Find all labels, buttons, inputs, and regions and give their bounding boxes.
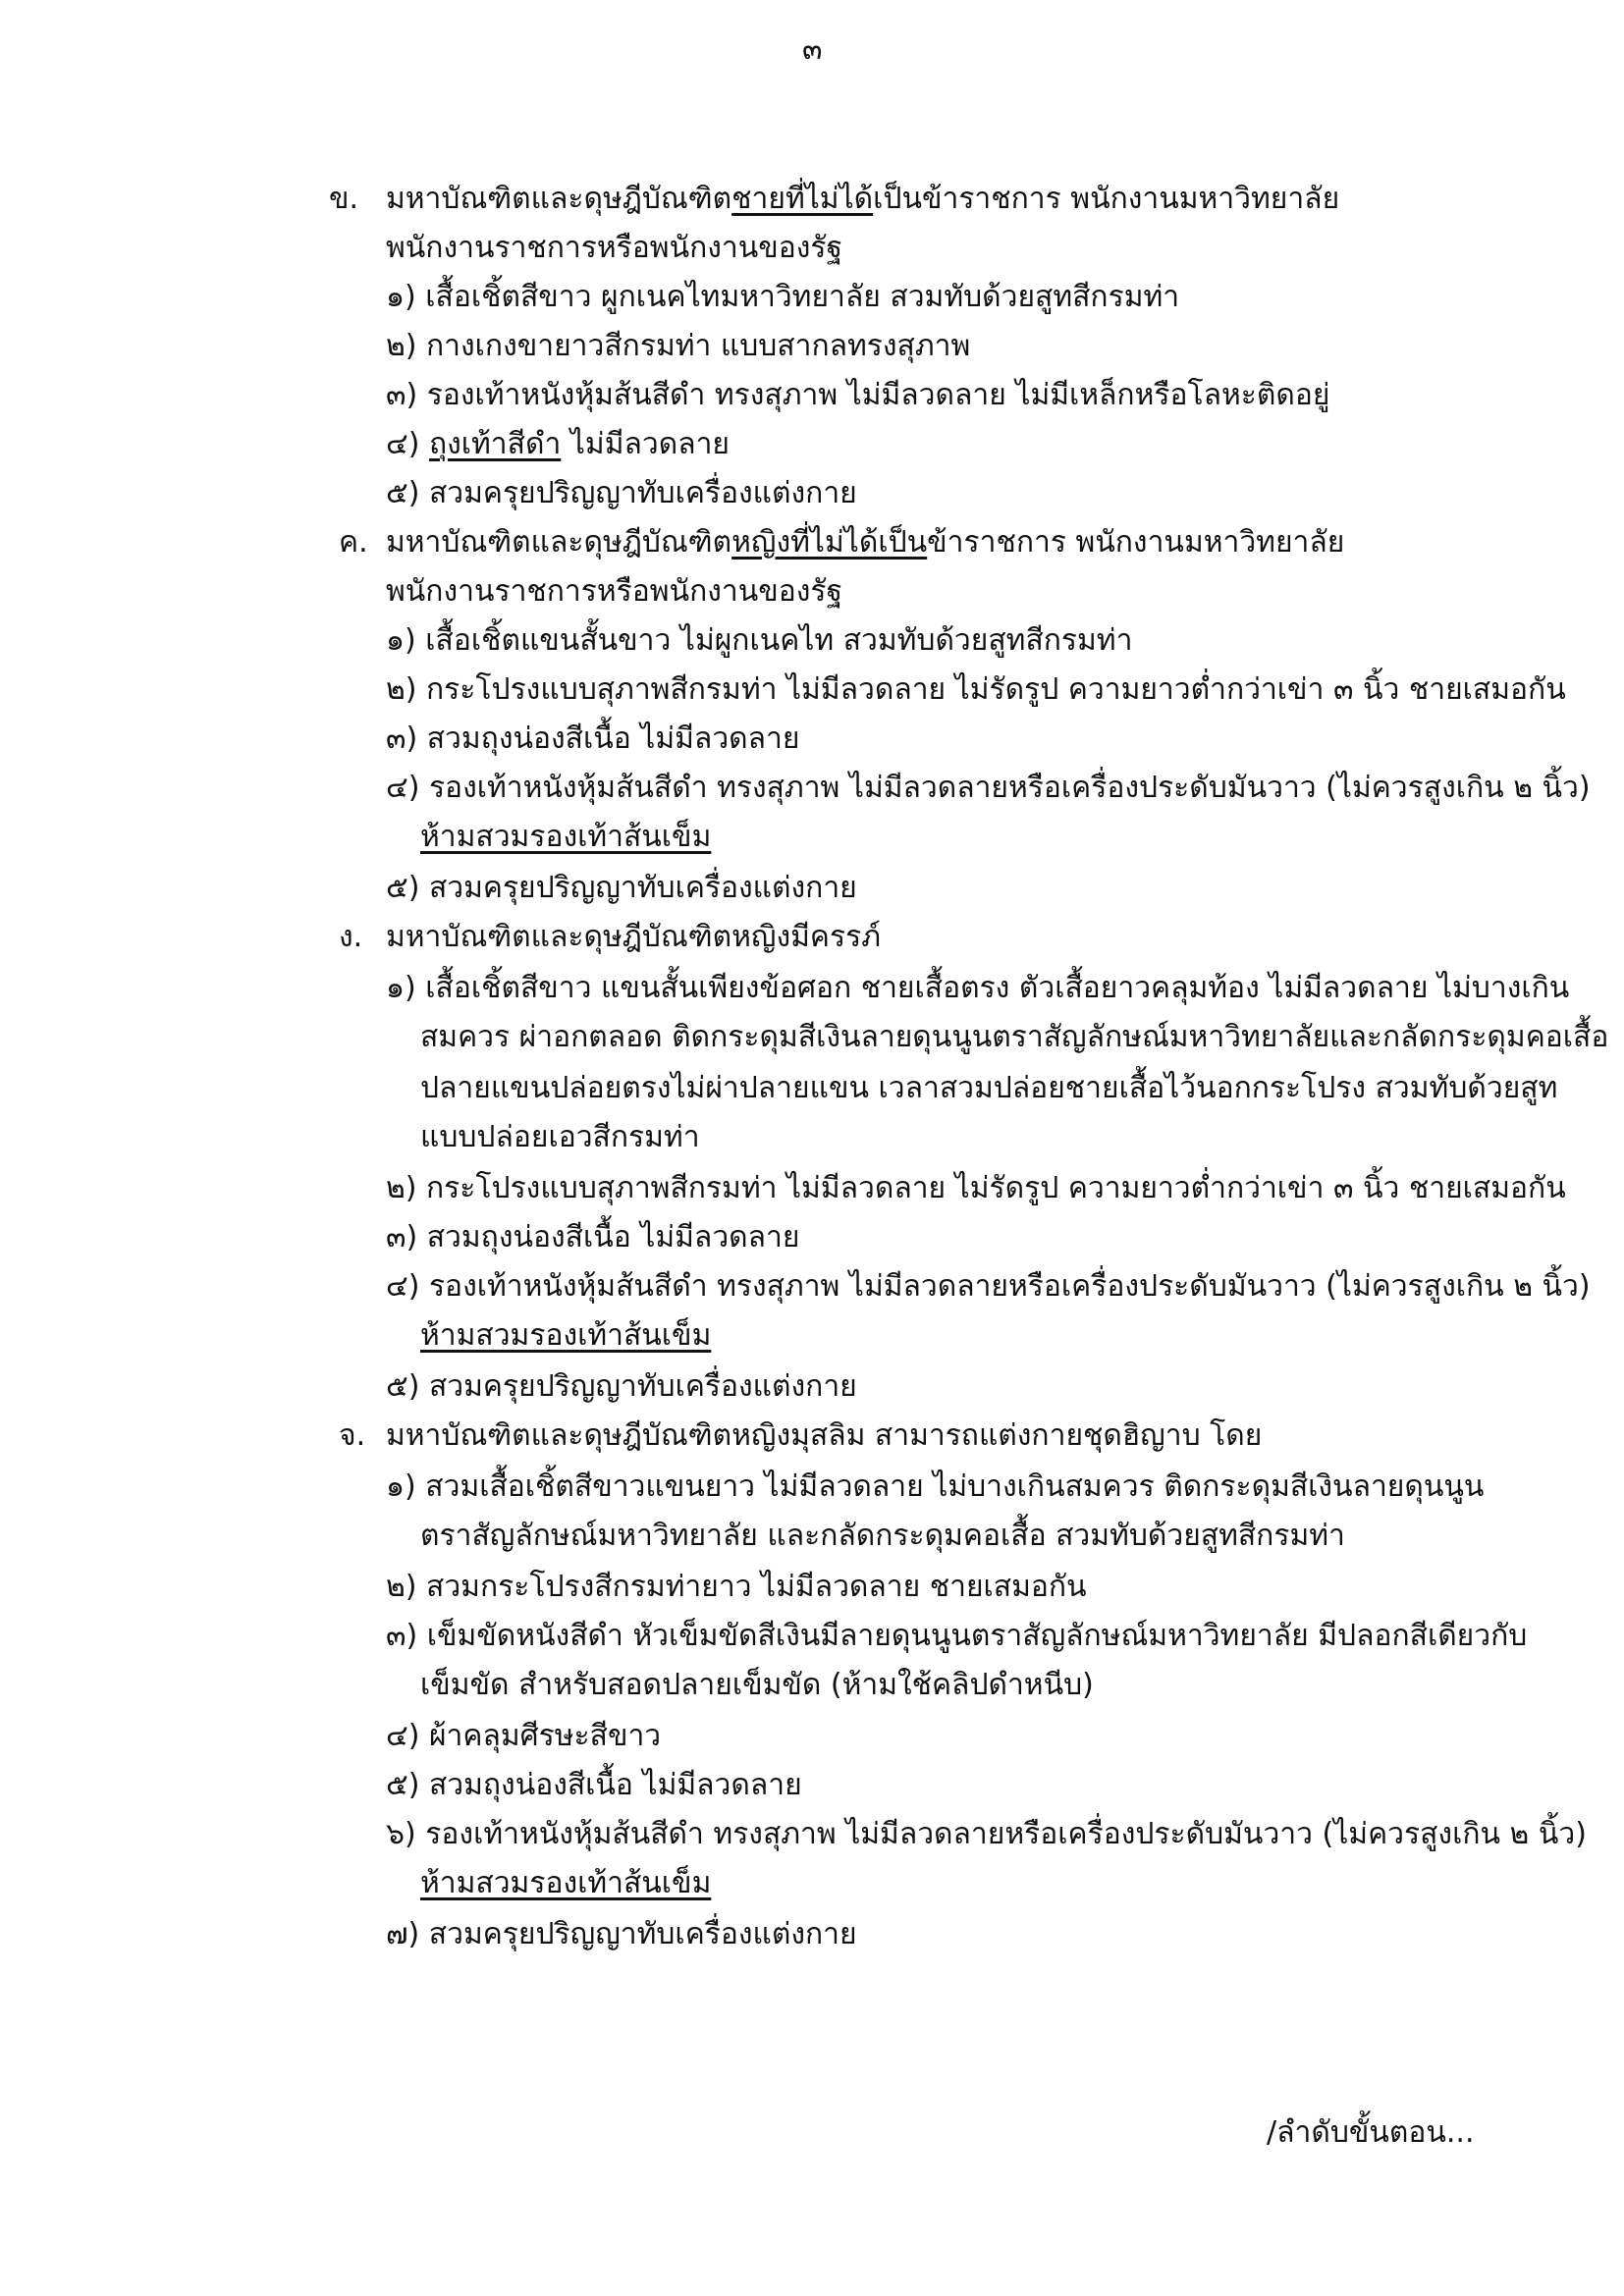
heading-text: มหาบัณฑิตและดุษฎีบัณฑิตหญิงมุสลิม สามารถแต่งกายชุดฮิญาบ โดย [386, 1418, 1263, 1453]
list-item-cont: เข็มขัด สำหรับสอดปลายเข็มขัด (ห้ามใช้คลิปดำหนีบ) [420, 1668, 1094, 1702]
section-marker: ข. [329, 182, 359, 216]
list-item-cont: ตราสัญลักษณ์มหาวิทยาลัย และกลัดกระดุมคอเสื้อ สวมทับด้วยสูทสีกรมท่า [420, 1519, 1345, 1553]
heading-underlined-text: ชายที่ไม่ได้ [731, 182, 874, 216]
list-item: ๑) เสื้อเชิ้ตสีขาว ผูกเนคไทมหาวิทยาลัย สวมทับด้วยสูทสีกรมท่า [386, 280, 1180, 314]
page-footer-continuation: /ลำดับขั้นตอน... [1267, 2115, 1475, 2150]
section-marker: จ. [339, 1418, 366, 1453]
section-kho-heading [329, 175, 1339, 224]
list-item: ๔) รองเท้าหนังหุ้มส้นสีดำ ทรงสุภาพ ไม่มีลวดลายหรือเครื่องประดับมันวาว (ไม่ควรสูงเกิน ๒ นิ้ว) [386, 771, 1591, 805]
heading-text: มหาบัณฑิตและดุษฎีบัณฑิต [386, 525, 732, 560]
heading-text: มหาบัณฑิตและดุษฎีบัณฑิต [386, 182, 732, 216]
page-number: ๓ [802, 32, 823, 67]
list-item-cont: ปลายแขนปล่อยตรงไม่ผ่าปลายแขน เวลาสวมปล่อยชายเสื้อไว้นอกกระโปรง สวมทับด้วยสูท [420, 1071, 1558, 1105]
list-item: ๓) เข็มขัดหนังสีดำ หัวเข็มขัดสีเงินมีลายดุนนูนตราสัญลักษณ์มหาวิทยาลัย มีปลอกสีเดียวกับ [386, 1619, 1528, 1653]
list-item: ๗) สวมครุยปริญญาทับเครื่องแต่งกาย [386, 1917, 857, 1951]
section-kho2-heading-cont: พนักงานราชการหรือพนักงานของรัฐ [386, 574, 843, 609]
list-item: ๓) สวมถุงน่องสีเนื้อ ไม่มีลวดลาย [386, 1220, 800, 1255]
section-kho2-heading [339, 518, 1344, 567]
list-item: ๒) กระโปรงแบบสุภาพสีกรมท่า ไม่มีลวดลาย ไม่รัดรูป ความยาวต่ำกว่าเข่า ๓ นิ้ว ชายเสมอกัน [386, 1171, 1566, 1205]
item-text: ไม่มีลวดลาย [569, 427, 731, 461]
item-underlined-text: ถุงเท้าสีดำ [428, 427, 562, 461]
item-number: ๔) [386, 427, 420, 461]
list-item: ๑) เสื้อเชิ้ตแขนสั้นขาว ไม่ผูกเนคไท สวมทับด้วยสูทสีกรมท่า [386, 623, 1133, 658]
list-item: ๔) ผ้าคลุมศีรษะสีขาว [386, 1719, 662, 1753]
list-item: ๕) สวมครุยปริญญาทับเครื่องแต่งกาย [386, 476, 857, 510]
list-item [386, 420, 730, 469]
item-note: ห้ามสวมรองเท้าส้นเข็ม [420, 1318, 712, 1353]
item-note: ห้ามสวมรองเท้าส้นเข็ม [420, 820, 712, 854]
list-item: ๔) รองเท้าหนังหุ้มส้นสีดำ ทรงสุภาพ ไม่มีลวดลายหรือเครื่องประดับมันวาว (ไม่ควรสูงเกิน ๒ นิ้ว) [386, 1269, 1591, 1304]
heading-text: มหาบัณฑิตและดุษฎีบัณฑิตหญิงมีครรภ์ [386, 920, 881, 954]
list-item: ๓) สวมถุงน่องสีเนื้อ ไม่มีลวดลาย [386, 721, 800, 756]
section-marker: ค. [339, 525, 368, 560]
list-item: ๕) สวมถุงน่องสีเนื้อ ไม่มีลวดลาย [386, 1768, 802, 1802]
section-cho-heading [339, 1412, 1262, 1461]
heading-text-post: ข้าราชการ พนักงานมหาวิทยาลัย [927, 525, 1345, 560]
heading-underlined-text: หญิงที่ไม่ได้เป็น [731, 525, 928, 560]
list-item: ๑) สวมเสื้อเชิ้ตสีขาวแขนยาว ไม่มีลวดลาย ไม่บางเกินสมควร ติดกระดุมสีเงินลายดุนนูน [386, 1469, 1485, 1504]
section-kho-heading-cont: พนักงานราชการหรือพนักงานของรัฐ [386, 231, 843, 265]
list-item: ๕) สวมครุยปริญญาทับเครื่องแต่งกาย [386, 1369, 857, 1404]
list-item: ๕) สวมครุยปริญญาทับเครื่องแต่งกาย [386, 871, 857, 905]
list-item-cont: แบบปล่อยเอวสีกรมท่า [420, 1120, 700, 1154]
list-item-cont: สมควร ผ่าอกตลอด ติดกระดุมสีเงินลายดุนนูนตราสัญลักษณ์มหาวิทยาลัยและกลัดกระดุมคอเสื้อ [420, 1020, 1609, 1054]
list-item: ๑) เสื้อเชิ้ตสีขาว แขนสั้นเพียงข้อศอก ชายเสื้อตรง ตัวเสื้อยาวคลุมท้อง ไม่มีลวดลาย ไม่บางเกิน [386, 971, 1570, 1005]
item-note: ห้ามสวมรองเท้าส้นเข็ม [420, 1866, 712, 1900]
section-ngo-heading [339, 913, 881, 962]
list-item: ๒) สวมกระโปรงสีกรมท่ายาว ไม่มีลวดลาย ชายเสมอกัน [386, 1570, 1087, 1604]
heading-text-post: เป็นข้าราชการ พนักงานมหาวิทยาลัย [873, 182, 1340, 216]
section-marker: ง. [339, 920, 363, 954]
list-item: ๒) กระโปรงแบบสุภาพสีกรมท่า ไม่มีลวดลาย ไม่รัดรูป ความยาวต่ำกว่าเข่า ๓ นิ้ว ชายเสมอกัน [386, 672, 1566, 707]
list-item: ๖) รองเท้าหนังหุ้มส้นสีดำ ทรงสุภาพ ไม่มีลวดลายหรือเครื่องประดับมันวาว (ไม่ควรสูงเกิน ๒ นิ้ว) [386, 1817, 1587, 1851]
list-item: ๒) กางเกงขายาวสีกรมท่า แบบสากลทรงสุภาพ [386, 329, 971, 363]
list-item: ๓) รองเท้าหนังหุ้มส้นสีดำ ทรงสุภาพ ไม่มีลวดลาย ไม่มีเหล็กหรือโลหะติดอยู่ [386, 378, 1330, 412]
